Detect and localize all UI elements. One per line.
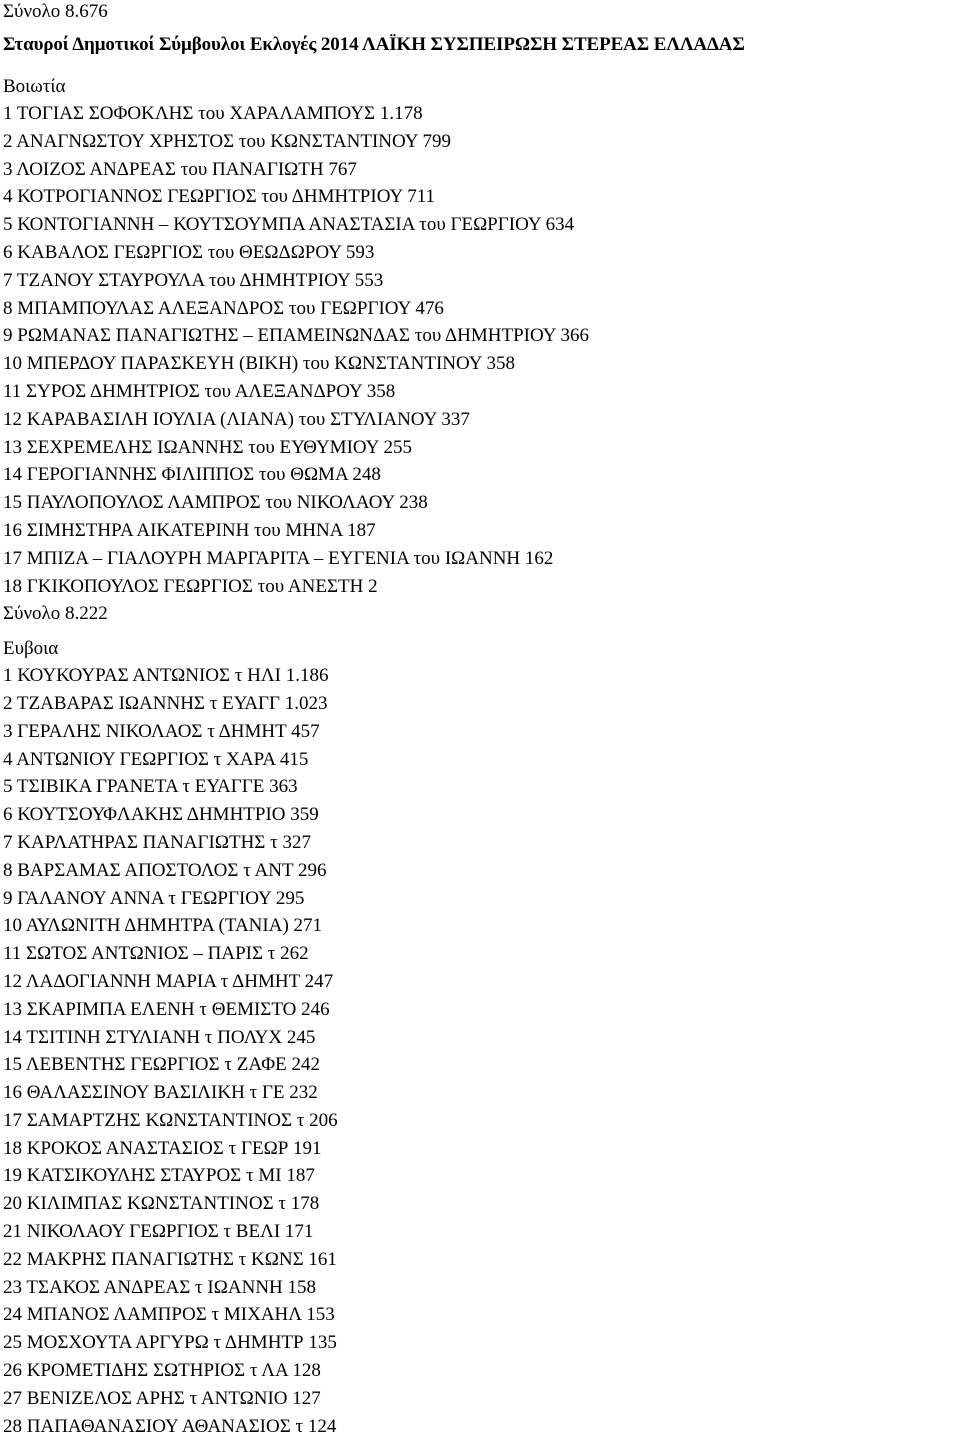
list-item: 13 ΣΚΑΡΙΜΠΑ ΕΛΕΝΗ τ ΘΕΜΙΣΤΟ 246 — [3, 998, 330, 1020]
list-item: 16 ΣΙΜΗΣΤΗΡΑ ΑΙΚΑΤΕΡΙΝΗ του ΜΗΝΑ 187 — [3, 519, 376, 541]
list-item: 8 ΒΑΡΣΑΜΑΣ ΑΠΟΣΤΟΛΟΣ τ ΑΝΤ 296 — [3, 859, 327, 881]
list-item: 18 ΓΚΙΚΟΠΟΥΛΟΣ ΓΕΩΡΓΙΟΣ του ΑΝΕΣΤΗ 2 — [3, 575, 378, 597]
list-item: 6 ΚΑΒΑΛΟΣ ΓΕΩΡΓΙΟΣ του ΘΕΩΔΩΡΟΥ 593 — [3, 241, 375, 263]
page-title: Σταυροί Δημοτικοί Σύμβουλοι Εκλογές 2014 ΛΑΪΚΗ ΣΥΣΠΕΙΡΩΣΗ ΣΤΕΡΕΑΣ ΕΛΛΑΔΑΣ — [3, 34, 745, 55]
top-total: Σύνολο 8.676 — [3, 1, 108, 22]
region-title-boiotia: Βοιωτία — [3, 76, 66, 97]
candidate-list-boiotia — [3, 100, 960, 600]
list-item: 28 ΠΑΠΑΘΑΝΑΣΙΟΥ ΑΘΑΝΑΣΙΟΣ τ 124 — [3, 1415, 337, 1437]
list-item: 7 ΚΑΡΛΑΤΗΡΑΣ ΠΑΝΑΓΙΩΤΗΣ τ 327 — [3, 831, 311, 853]
list-item: 4 ΚΟΤΡΟΓΙΑΝΝΟΣ ΓΕΩΡΓΙΟΣ του ΔΗΜΗΤΡΙΟΥ 711 — [3, 186, 436, 208]
list-item: 2 ΑΝΑΓΝΩΣΤΟΥ ΧΡΗΣΤΟΣ του ΚΩΝΣΤΑΝΤΙΝΟΥ 799 — [3, 130, 452, 152]
list-item: 3 ΓΕΡΑΛΗΣ ΝΙΚΟΛΑΟΣ τ ΔΗΜΗΤ 457 — [3, 720, 320, 742]
list-item: 8 ΜΠΑΜΠΟΥΛΑΣ ΑΛΕΞΑΝΔΡΟΣ του ΓΕΩΡΓΙΟΥ 476 — [3, 297, 444, 319]
list-item: 22 ΜΑΚΡΗΣ ΠΑΝΑΓΙΩΤΗΣ τ ΚΩΝΣ 161 — [3, 1248, 337, 1270]
list-item: 17 ΜΠΙΖΑ – ΓΙΑΛΟΥΡΗ ΜΑΡΓΑΡΙΤΑ – ΕΥΓΕΝΙΑ του ΙΩΑΝΝΗ 162 — [3, 547, 554, 569]
list-item: 12 ΛΑΔΟΓΙΑΝΝΗ ΜΑΡΙΑ τ ΔΗΜΗΤ 247 — [3, 970, 334, 992]
list-item: 5 ΤΣΙΒΙΚΑ ΓΡΑΝΕΤΑ τ ΕΥΑΓΓΕ 363 — [3, 776, 298, 798]
list-item: 10 ΑΥΛΩΝΙΤΗ ΔΗΜΗΤΡΑ (ΤΑΝΙΑ) 271 — [3, 915, 323, 937]
list-item: 23 ΤΣΑΚΟΣ ΑΝΔΡΕΑΣ τ ΙΩΑΝΝΗ 158 — [3, 1276, 317, 1298]
region-title-evvoia: Ευβοια — [3, 638, 59, 660]
list-item: 4 ΑΝΤΩΝΙΟΥ ΓΕΩΡΓΙΟΣ τ ΧΑΡΑ 415 — [3, 748, 309, 770]
list-item: 9 ΡΩΜΑΝΑΣ ΠΑΝΑΓΙΩΤΗΣ – ΕΠΑΜΕΙΝΩΝΔΑΣ του ΔΗΜΗΤΡΙΟΥ 366 — [3, 325, 590, 347]
list-item: 14 ΓΕΡΟΓΙΑΝΝΗΣ ΦΙΛΙΠΠΟΣ του ΘΩΜΑ 248 — [3, 464, 381, 486]
list-item: 2 ΤΖΑΒΑΡΑΣ ΙΩΑΝΝΗΣ τ ΕΥΑΓΓ 1.023 — [3, 692, 328, 714]
list-item: 26 ΚΡΟΜΕΤΙΔΗΣ ΣΩΤΗΡΙΟΣ τ ΛΑ 128 — [3, 1360, 321, 1382]
region-total-boiotia: Σύνολο 8.222 — [3, 603, 108, 625]
list-item: 11 ΣΩΤΟΣ ΑΝΤΩΝΙΟΣ – ΠΑΡΙΣ τ 262 — [3, 943, 309, 965]
list-item: 3 ΛΟΙΖΟΣ ΑΝΔΡΕΑΣ του ΠΑΝΑΓΙΩΤΗ 767 — [3, 158, 357, 180]
list-item: 6 ΚΟΥΤΣΟΥΦΛΑΚΗΣ ΔΗΜΗΤΡΙΟ 359 — [3, 804, 319, 826]
list-item: 10 ΜΠΕΡΔΟΥ ΠΑΡΑΣΚΕΥΗ (ΒΙΚΗ) του ΚΩΝΣΤΑΝΤΙΝΟΥ 358 — [3, 353, 516, 375]
list-item: 17 ΣΑΜΑΡΤΖΗΣ ΚΩΝΣΤΑΝΤΙΝΟΣ τ 206 — [3, 1109, 338, 1131]
list-item: 25 ΜΟΣΧΟΥΤΑ ΑΡΓΥΡΩ τ ΔΗΜΗΤΡ 135 — [3, 1332, 337, 1354]
candidate-list-evvoia — [3, 662, 960, 1440]
list-item: 21 ΝΙΚΟΛΑΟΥ ΓΕΩΡΓΙΟΣ τ ΒΕΛΙ 171 — [3, 1221, 314, 1243]
list-item: 15 ΛΕΒΕΝΤΗΣ ΓΕΩΡΓΙΟΣ τ ΖΑΦΕ 242 — [3, 1054, 321, 1076]
list-item: 1 ΤΟΓΙΑΣ ΣΟΦΟΚΛΗΣ του ΧΑΡΑΛΑΜΠΟΥΣ 1.178 — [3, 103, 423, 124]
list-item: 13 ΣΕΧΡΕΜΕΛΗΣ ΙΩΑΝΝΗΣ του ΕΥΘΥΜΙΟΥ 255 — [3, 436, 412, 458]
list-item: 1 ΚΟΥΚΟΥΡΑΣ ΑΝΤΩΝΙΟΣ τ ΗΛΙ 1.186 — [3, 665, 329, 687]
list-item: 18 ΚΡΟΚΟΣ ΑΝΑΣΤΑΣΙΟΣ τ ΓΕΩΡ 191 — [3, 1137, 322, 1159]
list-item: 11 ΣΥΡΟΣ ΔΗΜΗΤΡΙΟΣ του ΑΛΕΞΑΝΔΡΟΥ 358 — [3, 380, 396, 402]
list-item: 5 ΚΟΝΤΟΓΙΑΝΝΗ – ΚΟΥΤΣΟΥΜΠΑ ΑΝΑΣΤΑΣΙΑ του ΓΕΩΡΓΙΟΥ 634 — [3, 214, 575, 236]
list-item: 7 ΤΖΑΝΟΥ ΣΤΑΥΡΟΥΛΑ του ΔΗΜΗΤΡΙΟΥ 553 — [3, 269, 384, 291]
list-item: 16 ΘΑΛΑΣΣΙΝΟΥ ΒΑΣΙΛΙΚΗ τ ΓΕ 232 — [3, 1082, 318, 1104]
list-item: 27 ΒΕΝΙΖΕΛΟΣ ΑΡΗΣ τ ΑΝΤΩΝΙΟ 127 — [3, 1387, 321, 1409]
list-item: 19 ΚΑΤΣΙΚΟΥΛΗΣ ΣΤΑΥΡΟΣ τ ΜΙ 187 — [3, 1165, 315, 1187]
list-item: 12 ΚΑΡΑΒΑΣΙΛΗ ΙΟΥΛΙΑ (ΛΙΑΝΑ) του ΣΤΥΛΙΑΝΟΥ 337 — [3, 408, 470, 430]
list-item: 20 ΚΙΛΙΜΠΑΣ ΚΩΝΣΤΑΝΤΙΝΟΣ τ 178 — [3, 1193, 320, 1215]
list-item: 14 ΤΣΙΤΙΝΗ ΣΤΥΛΙΑΝΗ τ ΠΟΛΥΧ 245 — [3, 1026, 316, 1048]
list-item: 24 ΜΠΑΝΟΣ ΛΑΜΠΡΟΣ τ ΜΙΧΑΗΛ 153 — [3, 1304, 335, 1326]
list-item: 15 ΠΑΥΛΟΠΟΥΛΟΣ ΛΑΜΠΡΟΣ του ΝΙΚΟΛΑΟΥ 238 — [3, 492, 428, 514]
list-item: 9 ΓΑΛΑΝΟΥ ΑΝΝΑ τ ΓΕΩΡΓΙΟΥ 295 — [3, 887, 305, 909]
